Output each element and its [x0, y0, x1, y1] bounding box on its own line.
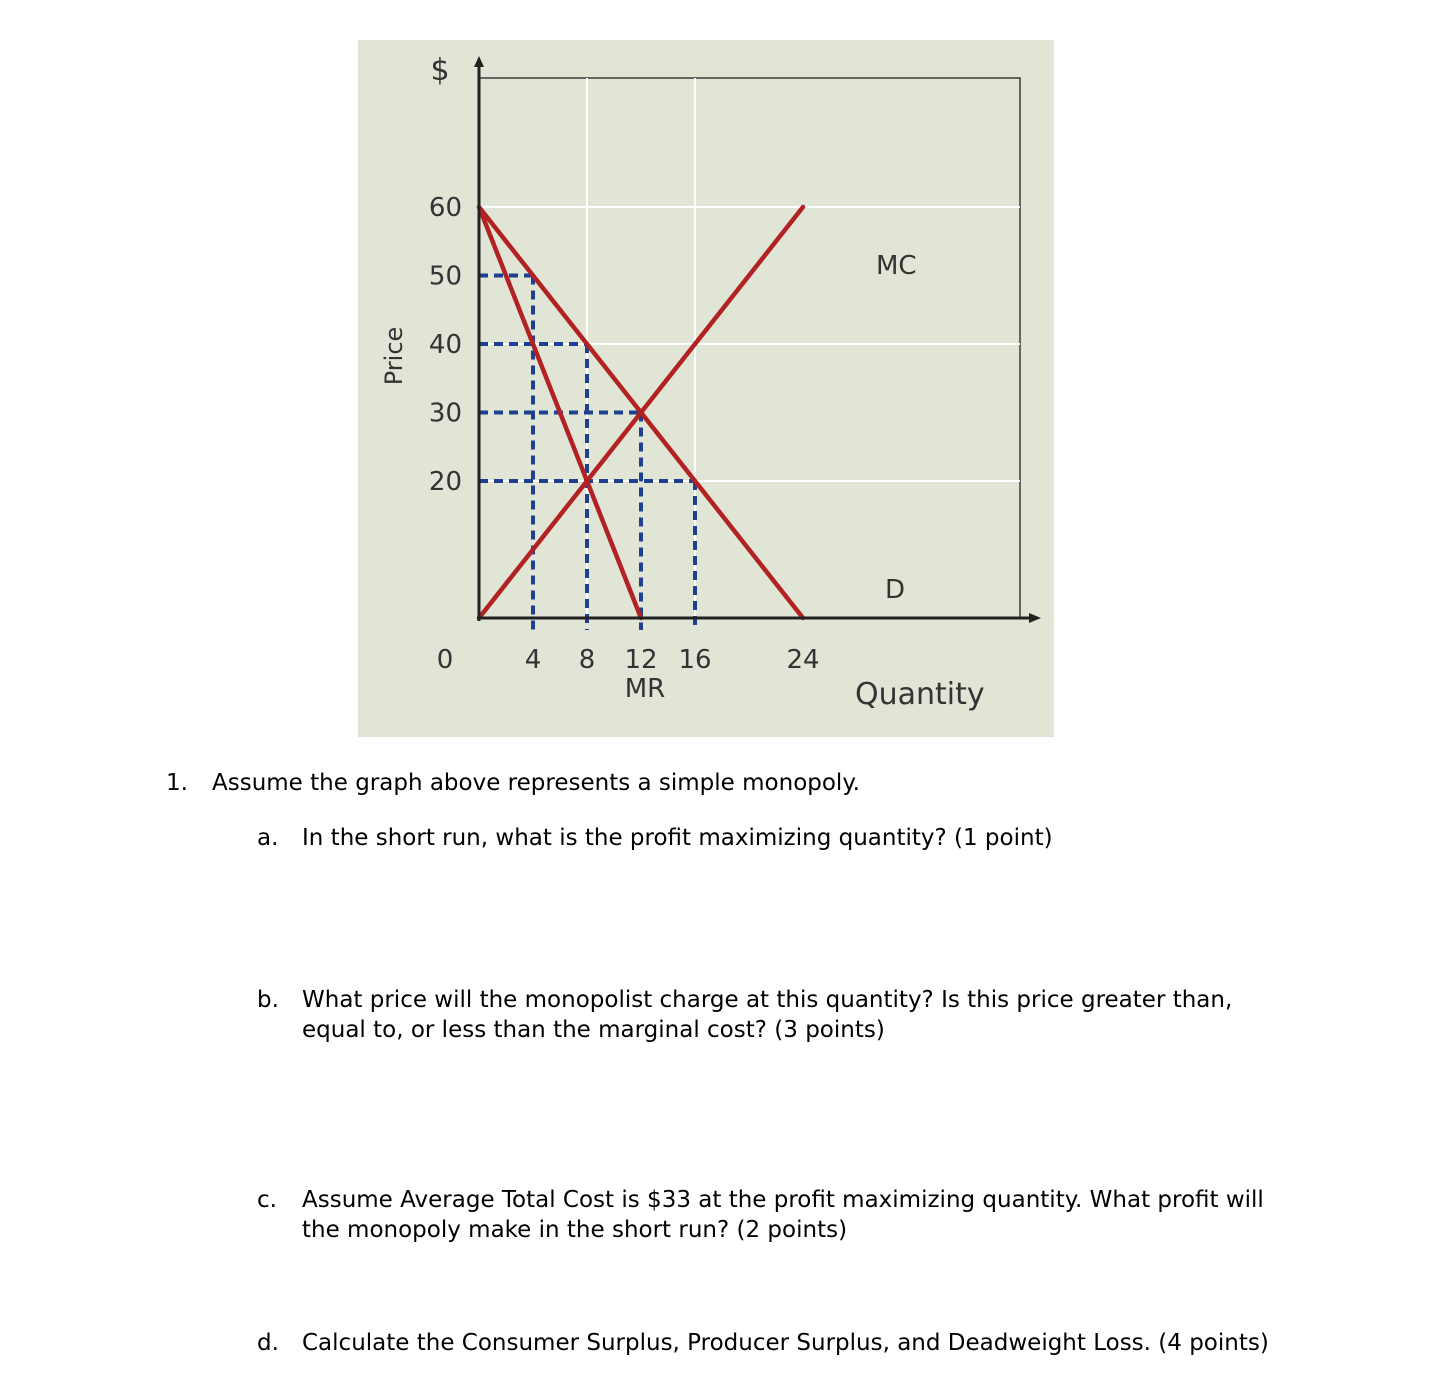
y-tick-label-50: 50 [428, 261, 462, 292]
monopoly-chart-svg [358, 40, 1054, 737]
x-tick-label-4: 4 [524, 645, 542, 675]
question-text: Assume the graph above represents a simple monopoly. [212, 770, 860, 796]
y-tick-label-60: 60 [428, 193, 462, 223]
chart-background [358, 40, 1054, 737]
x-tick-label-0: 0 [436, 645, 454, 675]
y-axis-title: Price [380, 326, 408, 386]
part-d-text: Calculate the Consumer Surplus, Producer Surplus, and Deadweight Loss. (4 points) [302, 1330, 1269, 1356]
x-tick-label-24: 24 [786, 645, 820, 675]
intersection-point [584, 478, 590, 484]
part-b-letter: b. [257, 987, 279, 1013]
monopoly-chart [358, 40, 1054, 737]
x-tick-label-16: 16 [678, 645, 712, 675]
y-tick-label-30: 30 [428, 398, 462, 429]
question-number: 1. [166, 770, 188, 796]
mr-label: MR [624, 674, 666, 704]
x-axis-title: Quantity [855, 677, 985, 712]
y-tick-label-20: 20 [428, 467, 462, 497]
part-a-letter: a. [257, 825, 279, 851]
part-a-text: In the short run, what is the profit maximizing quantity? (1 point) [302, 825, 1053, 851]
y-tick-label-40: 40 [428, 330, 462, 360]
part-d-letter: d. [257, 1330, 279, 1356]
part-c-text: Assume Average Total Cost is $33 at the profit maximizing quantity. What profit will the monopoly make in the short run? (2 points) [302, 1187, 1264, 1243]
mc-label: MC [876, 251, 917, 281]
part-b-text: What price will the monopolist charge at this quantity? Is this price greater than, equal to, or less than the marginal cost? (3 points) [302, 987, 1233, 1043]
x-tick-label-12: 12 [624, 645, 658, 675]
y-unit-symbol: $ [430, 53, 450, 88]
x-tick-label-8: 8 [578, 645, 596, 675]
part-c-letter: c. [257, 1187, 277, 1213]
d-label: D [885, 575, 906, 605]
intersection-point [638, 410, 644, 416]
